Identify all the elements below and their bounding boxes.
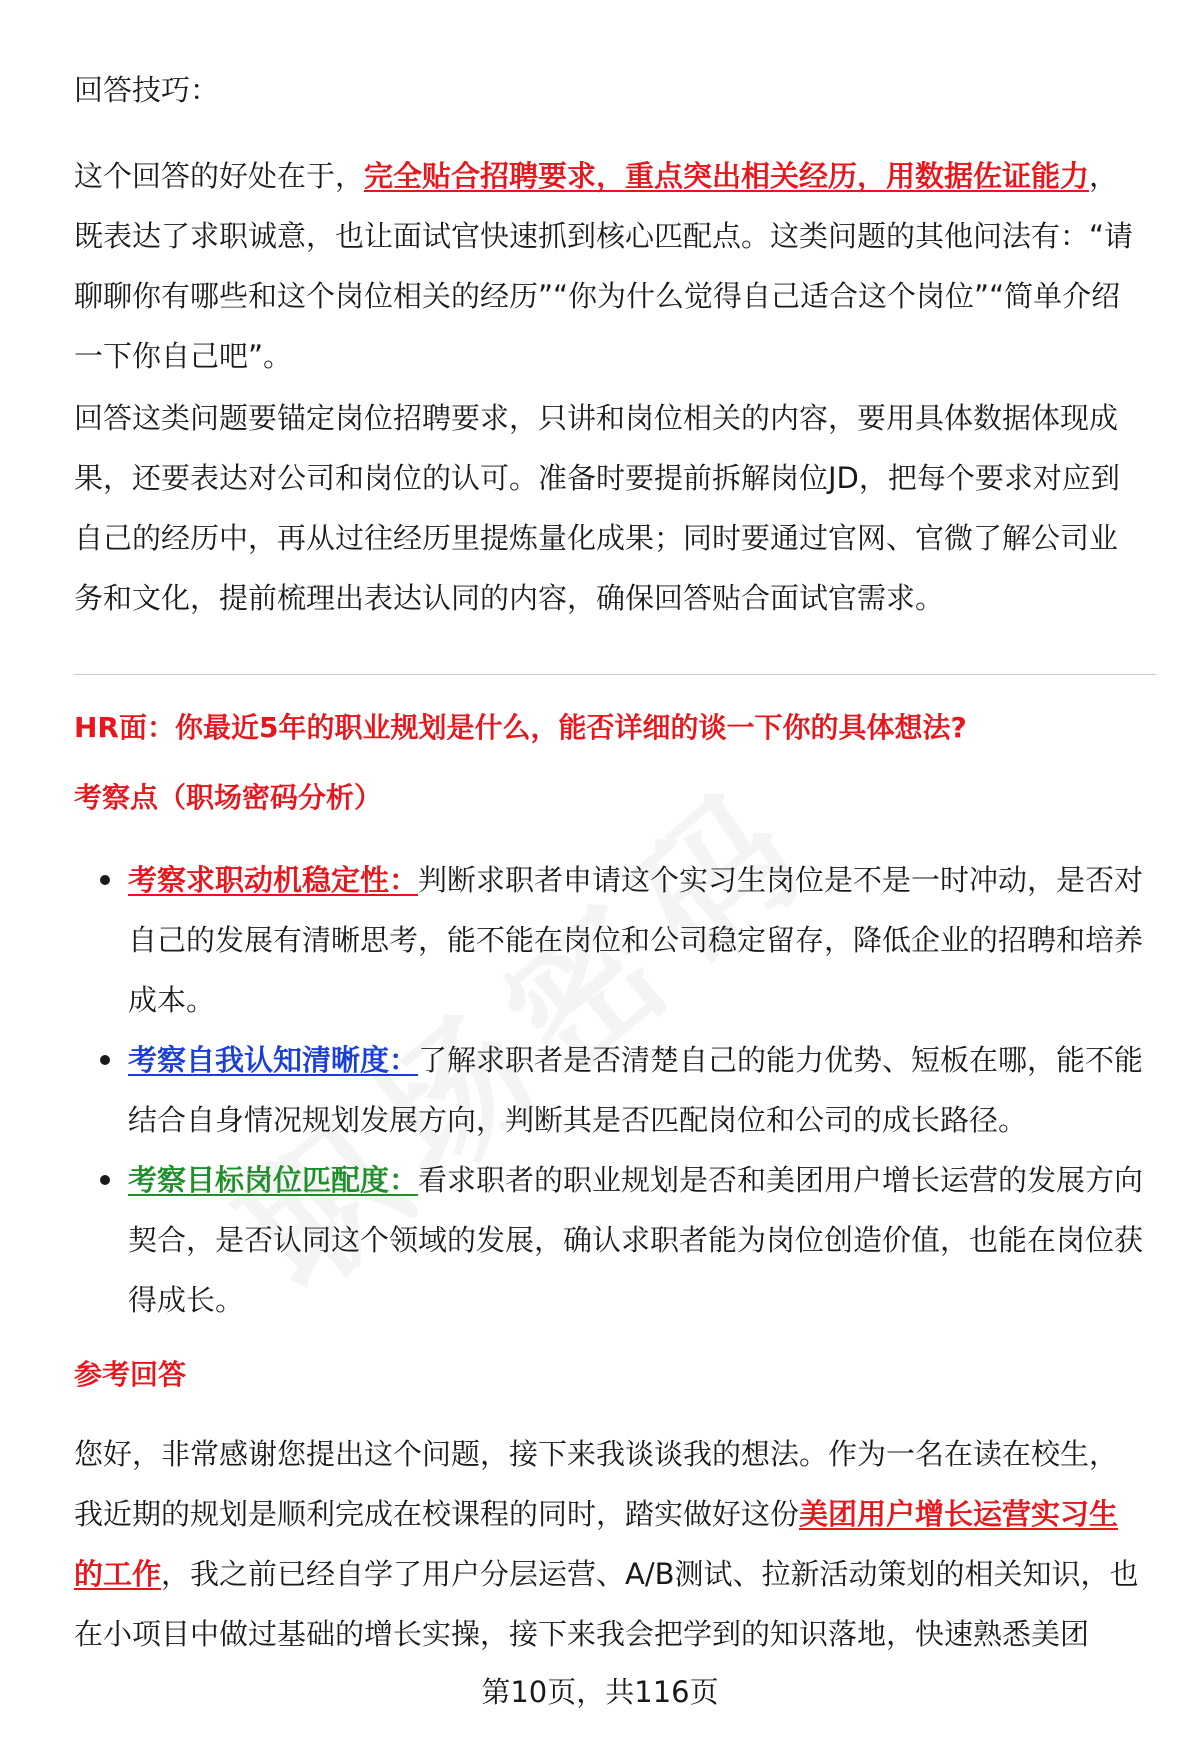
bullet-dot <box>100 1055 110 1065</box>
bullet-dot <box>100 875 110 885</box>
bullet-item-self-awareness <box>74 1030 1144 1150</box>
section-divider <box>74 674 1156 675</box>
bullet-item-fit <box>74 1150 1144 1330</box>
question-heading: HR面：你最近5年的职业规划是什么，能否详细的谈一下你的具体想法? <box>74 711 967 744</box>
answer-tips-label: 回答技巧： <box>74 73 220 107</box>
bullet-dot <box>100 1175 110 1185</box>
intro-paragraph <box>74 146 1144 386</box>
bullet-text-motivation: 判断求职者申请这个实习生岗位是不是一时冲动，是否对自己的发展有清晰思考，能不能在岗位和公司稳定留存，降低企业的招聘和培养成本。 <box>128 863 1144 1017</box>
reference-answer-paragraph <box>74 1424 1144 1664</box>
bullet-text-fit: 看求职者的职业规划是否和美团用户增长运营的发展方向契合，是否认同这个领域的发展，确认求职者能为岗位创造价值，也能在岗位获得成长。 <box>128 1163 1144 1317</box>
answer-text-before: 您好，非常感谢您提出这个问题，接下来我谈谈我的想法。作为一名在读在校生，我近期的规划是顺利完成在校课程的同时，踏实做好这份 <box>74 1437 1119 1531</box>
bullet-key-self-awareness: 考察自我认知清晰度： <box>128 1043 419 1077</box>
reference-answer-heading: 参考回答 <box>74 1358 187 1391</box>
answer-text-after: ，我之前已经自学了用户分层运营、A/B测试、拉新活动策划的相关知识，也在小项目中做过基础的增长实操，接下来我会把学到的知识落地，快速熟悉美团 <box>74 1557 1139 1651</box>
method-paragraph: 回答这类问题要锚定岗位招聘要求，只讲和岗位相关的内容，要用具体数据体现成果，还要表达对公司和岗位的认可。准备时要提前拆解岗位JD，把每个要求对应到自己的经历中，再从过往经历里提炼量化成果；同时要通过官网、官微了解公司业务和文化，提前梳理出表达认同的内容，确保回答贴合面试官需求。 <box>74 401 1120 615</box>
intro-text-before: 这个回答的好处在于， <box>74 159 365 193</box>
bullet-item-motivation <box>74 850 1144 1030</box>
bullet-key-fit: 考察目标岗位匹配度： <box>128 1163 419 1197</box>
analysis-heading: 考察点（职场密码分析） <box>74 781 383 814</box>
analysis-bullet-list <box>74 850 1144 1330</box>
page-number: 第10页，共116页 <box>481 1675 719 1709</box>
intro-text-after: ，既表达了求职诚意，也让面试官快速抓到核心匹配点。这类问题的其他问法有：“请聊聊你有哪些和这个岗位相关的经历”“你为什么觉得自己适合这个岗位”“简单介绍一下你自己吧”。 <box>74 159 1134 373</box>
bullet-key-motivation: 考察求职动机稳定性： <box>128 863 419 897</box>
intro-highlight: 完全贴合招聘要求，重点突出相关经历，用数据佐证能力 <box>364 159 1090 193</box>
bullet-text-self-awareness: 了解求职者是否清楚自己的能力优势、短板在哪，能不能结合自身情况规划发展方向，判断其是否匹配岗位和公司的成长路径。 <box>128 1043 1144 1137</box>
answer-highlight: 美团用户增长运营实习生的工作 <box>74 1497 1119 1591</box>
